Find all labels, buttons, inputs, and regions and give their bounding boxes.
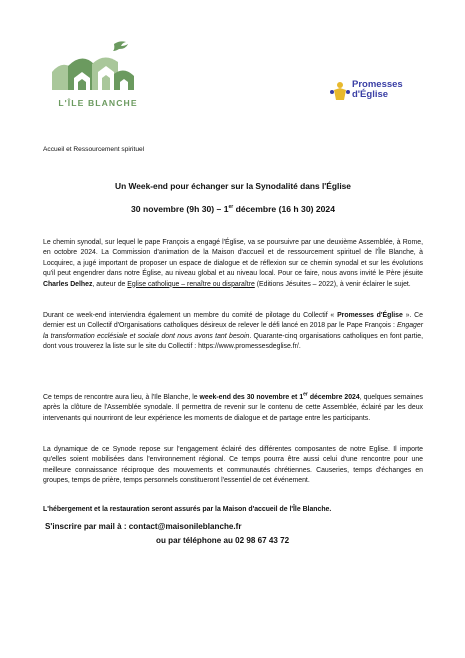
ile-blanche-logo bbox=[44, 38, 144, 100]
paragraph-dates: Ce temps de rencontre aura lieu, à l'Ile Blanche, le week-end des 30 novembre et 1er décembre 2024, quelques semaines après la clôture de l'Assemblée synodale. Il permettra de revenir sur le contenu de cette Assemblée, éclairé par les deux intervenants qui nourriront de leur expérience les moments de dialogue et de partage entre les participants. bbox=[43, 391, 423, 422]
dove-icon bbox=[113, 41, 128, 51]
promesses-eglise-logo bbox=[328, 80, 352, 104]
contact-email: S'inscrire par mail à : contact@maisonileblanche.fr bbox=[45, 522, 242, 531]
partner-logo-text bbox=[352, 80, 403, 99]
contact-phone: ou par téléphone au 02 98 67 43 72 bbox=[156, 536, 290, 545]
person-icon bbox=[337, 82, 343, 88]
tagline: Accueil et Ressourcement spirituel bbox=[43, 146, 145, 153]
paragraph-dynamique: La dynamique de ce Synode repose sur l'engagement éclairé des différentes composantes de notre Eglise. Il importe qu'elles soient mobilisées dans l'environnement régional. Ce temps pourra être aussi celui d'une rencontre pour une meilleure connaissance réciproque des mouvements et communautés chrétiennes. Causeries, temps d'échanges en groupes, temps de prière, temps personnels constitueront l'essentiel de cet événement. bbox=[43, 446, 423, 485]
paragraph-hebergement: L'hébergement et la restauration seront assurés par la Maison d'accueil de l'Île Blanche. bbox=[43, 506, 332, 513]
paragraph-collectif: Durant ce week-end interviendra également un membre du comité de pilotage du Collectif « Promesses d'Église ». Ce dernier est un Collectif d'Organisations catholiques désireux de relever le défi lancé en 2018 par le Pape François : Engager la transformation ecclésiale et sociale dont nous avons tant besoin. Quarante-cinq organisations catholiques en font partie, dont vous trouverez la liste sur le site du Collectif : https://www.promessesdeglise.fr/. bbox=[43, 312, 423, 351]
event-dates: 30 novembre (9h 30) – 1er décembre (16 h 30) 2024 bbox=[131, 204, 335, 214]
partner-logo-line1: Promesses bbox=[352, 79, 403, 90]
logo-name: L'ÎLE BLANCHE bbox=[58, 98, 138, 108]
partner-logo-line2: d'Église bbox=[352, 88, 389, 100]
page-title: Un Week-end pour échanger sur la Synodalité dans l'Église bbox=[115, 181, 351, 191]
paragraph-intro: Le chemin synodal, sur lequel le pape François a engagé l'Église, va se poursuivre par une deuxième Assemblée, à Rome, en octobre 2024. La Commission d'animation de la Maison d'accueil et de ressourcement spirituel de l'Île Blanche, à Locquirec, a jugé important de proposer un espace de dialogue et de réflexion sur ce chemin synodal et sur les évolutions qu'il peut engendrer dans notre Église, au niveau global et au niveau local. Pour ce faire, nous avons invité le Père jésuite Charles Delhez, auteur de Eglise catholique – renaître ou disparaître (Editions Jésuites – 2022), à venir éclairer le sujet. bbox=[43, 239, 423, 288]
